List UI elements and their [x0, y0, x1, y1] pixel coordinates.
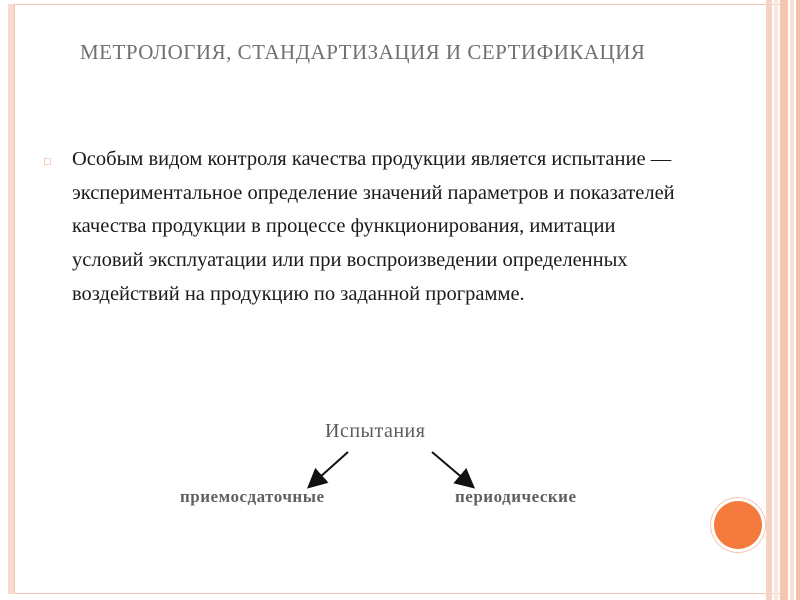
decor-stripe — [796, 0, 800, 600]
diagram-child-acceptance: приемосдаточные — [180, 487, 325, 506]
arrow-right-icon — [432, 452, 472, 486]
decor-stripe — [780, 0, 788, 600]
diagram-root-node: Испытания — [325, 420, 426, 442]
decor-stripe — [790, 0, 794, 600]
slide-title: МЕТРОЛОГИЯ, СТАНДАРТИЗАЦИЯ И СЕРТИФИКАЦИЯ — [80, 40, 646, 64]
arrow-left-icon — [310, 452, 348, 486]
tests-diagram — [160, 410, 640, 530]
decor-stripe — [766, 0, 772, 600]
diagram-child-periodic: периодические — [455, 487, 577, 506]
decor-circle — [714, 501, 762, 549]
decor-stripe — [774, 0, 778, 600]
body-paragraph: Особым видом контроля качества продукции является испытание — экспериментальное определение значений параметров и показателей качества продукции в процессе функционирования, имитации условий эксплуатации или при воспроизведении определенных воздействий на продукцию по заданной программе. — [72, 148, 675, 305]
bullet-square-icon: □ — [44, 156, 51, 168]
